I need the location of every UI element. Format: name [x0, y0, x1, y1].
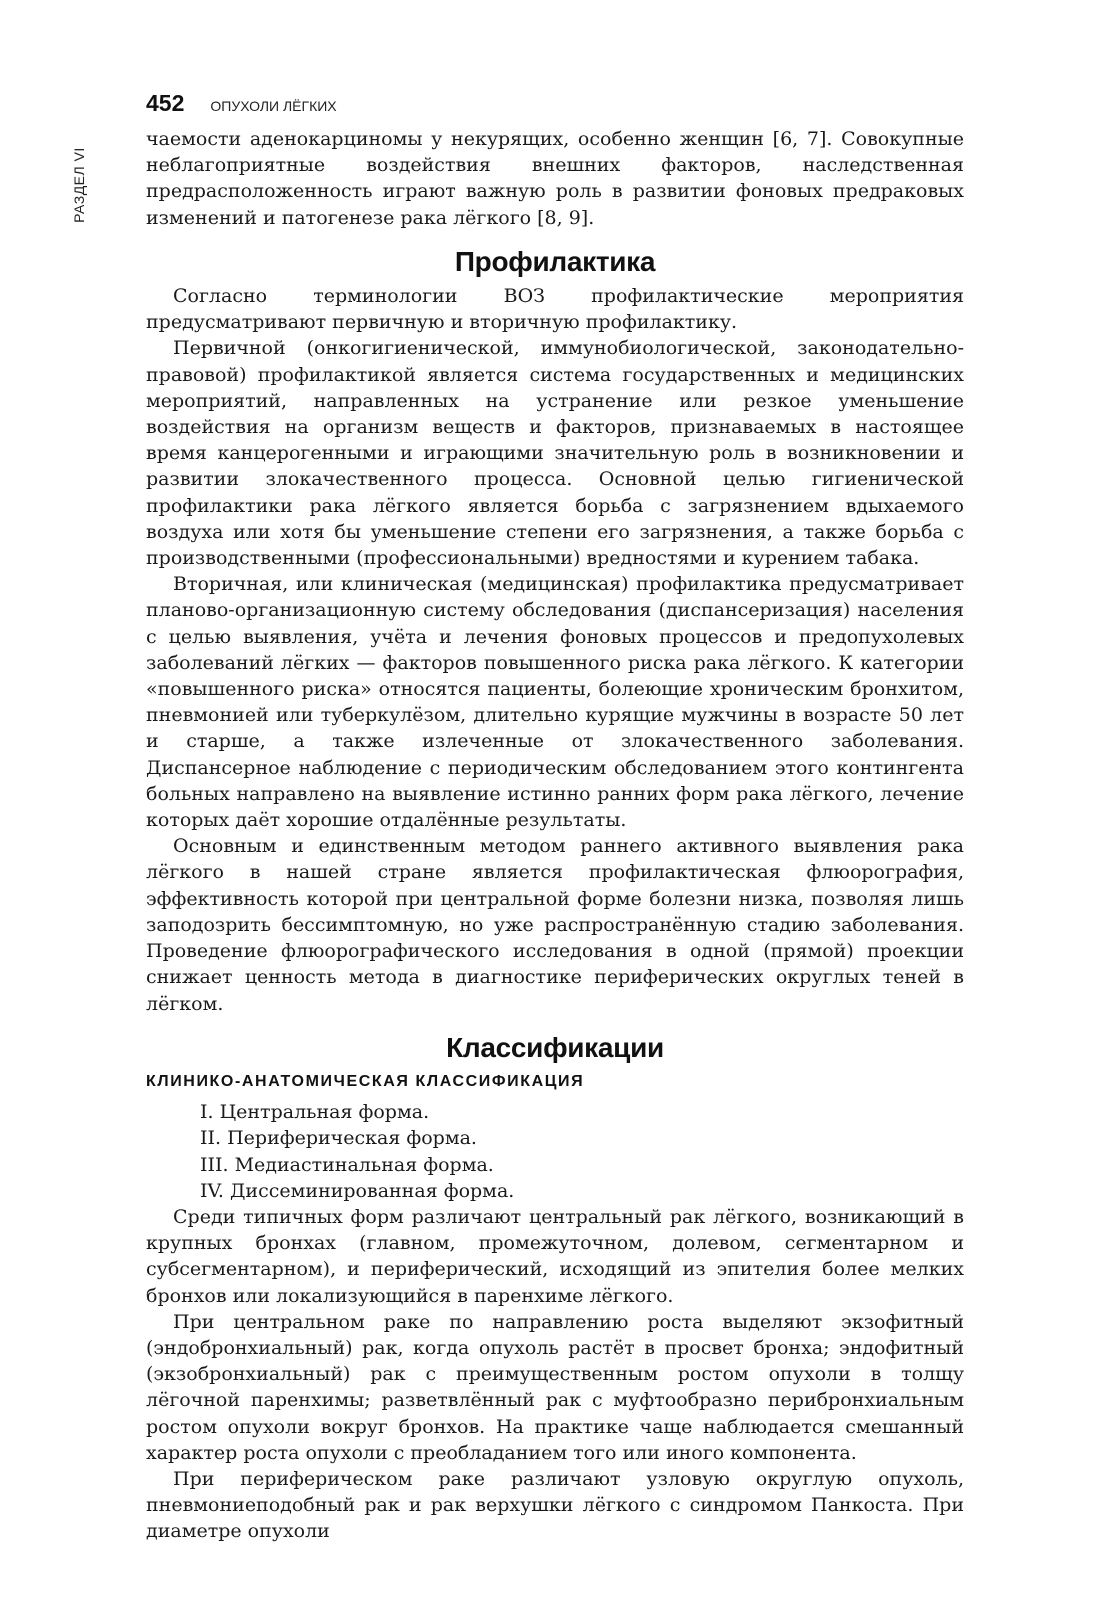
prevention-paragraph: Первичной (онкогигиенической, иммунобиологической, законодательно-правовой) профилактикой является система государственных и медицинских мероприятий, направленных на устранение или резкое уменьшение воздействия на организм веществ и факторов, признаваемых в настоящее время канцерогенными и играющими значительную роль в возникновении и развитии злокачественного процесса. Основной целью гигиенической профилактики рака лёгкого является борьба с загрязнением вдыхаемого воздуха или хотя бы уменьшение степени его загрязнения, а также борьба с производственными (профессиональными) вредностями и курением табака.	[146, 337, 964, 570]
running-title: ОПУХОЛИ ЛЁГКИХ	[210, 98, 337, 114]
page-number: 452	[146, 90, 185, 116]
running-header	[146, 90, 337, 116]
prevention-paragraph: Вторичная, или клиническая (медицинская) профилактика предусматривает планово-организационную систему обследования (диспансеризация) населения с целью выявления, учёта и лечения фоновых процессов и предопухолевых заболеваний лёгких — факторов повышенного риска рака лёгкого. К категории «повышенного риска» относятся пациенты, болеющие хроническим бронхитом, пневмонией или туберкулёзом, длительно курящие мужчины в возрасте 50 лет и старше, а также излеченные от злокачественного заболевания. Диспансерное наблюдение с периодическим обследованием этого контингента больных направлено на выявление истинно ранних форм рака лёгкого, лечение которых даёт хорошие отдалённые результаты.	[146, 573, 964, 832]
section-label: РАЗДЕЛ VI	[71, 147, 87, 223]
classification-list-item: I. Центральная форма.	[200, 1101, 430, 1124]
page-body	[146, 126, 964, 1545]
intro-paragraph: чаемости аденокарциномы у некурящих, особенно женщин [6, 7]. Совокупные неблагоприятные воздействия внешних факторов, наследственная предрасположенность играют важную роль в развитии фоновых предраковых изменений и патогенезе рака лёгкого [8, 9].	[146, 128, 964, 229]
classification-paragraph: Среди типичных форм различают центральный рак лёгкого, возникающий в крупных бронхах (главном, промежуточном, долевом, сегментарном и субсегментарном), и периферический, исходящий из эпителия более мелких бронхов или локализующийся в паренхиме лёгкого.	[146, 1205, 964, 1307]
classification-list-item: III. Медиастинальная форма.	[200, 1153, 494, 1176]
classification-paragraph: При центральном раке по направлению роста выделяют экзофитный (эндобронхиальный) рак, когда опухоль растёт в просвет бронха; эндофитный (экзобронхиальный) рак с преимущественным ростом опухоли в толщу лёгочной паренхимы; разветвлённый рак с муфтообразно перибронхиальным ростом опухоли вокруг бронхов. На практике чаще наблюдается смешанный характер роста опухоли с преобладанием того или иного компонента.	[146, 1310, 964, 1464]
prevention-paragraph: Согласно терминологии ВОЗ профилактические мероприятия предусматривают первичную и вторичную профилактику.	[146, 285, 964, 334]
prevention-heading: Профилактика	[454, 245, 656, 277]
prevention-paragraph: Основным и единственным методом раннего активного выявления рака лёгкого в нашей стране является профилактическая флюорография, эффективность которой при центральной форме болезни низка, позволяя лишь заподозрить бессимптомную, но уже распространённую стадию заболевания. Проведение флюорографического исследования в одной (прямой) проекции снижает ценность метода в диагностике периферических округлых теней в лёгком.	[146, 835, 964, 1015]
classification-heading: Классификации	[446, 1031, 664, 1063]
classification-list-item: IV. Диссеминированная форма.	[200, 1179, 515, 1202]
classification-subheading: КЛИНИКО-АНАТОМИЧЕСКАЯ КЛАССИФИКАЦИЯ	[146, 1072, 585, 1090]
section-side-tab	[58, 135, 88, 235]
classification-list-item: II. Периферическая форма.	[200, 1127, 477, 1150]
classification-paragraph: При периферическом раке различают узловую округлую опухоль, пневмониеподобный рак и рак верхушки лёгкого с синдромом Панкоста. При диаметре опухоли	[146, 1467, 964, 1543]
